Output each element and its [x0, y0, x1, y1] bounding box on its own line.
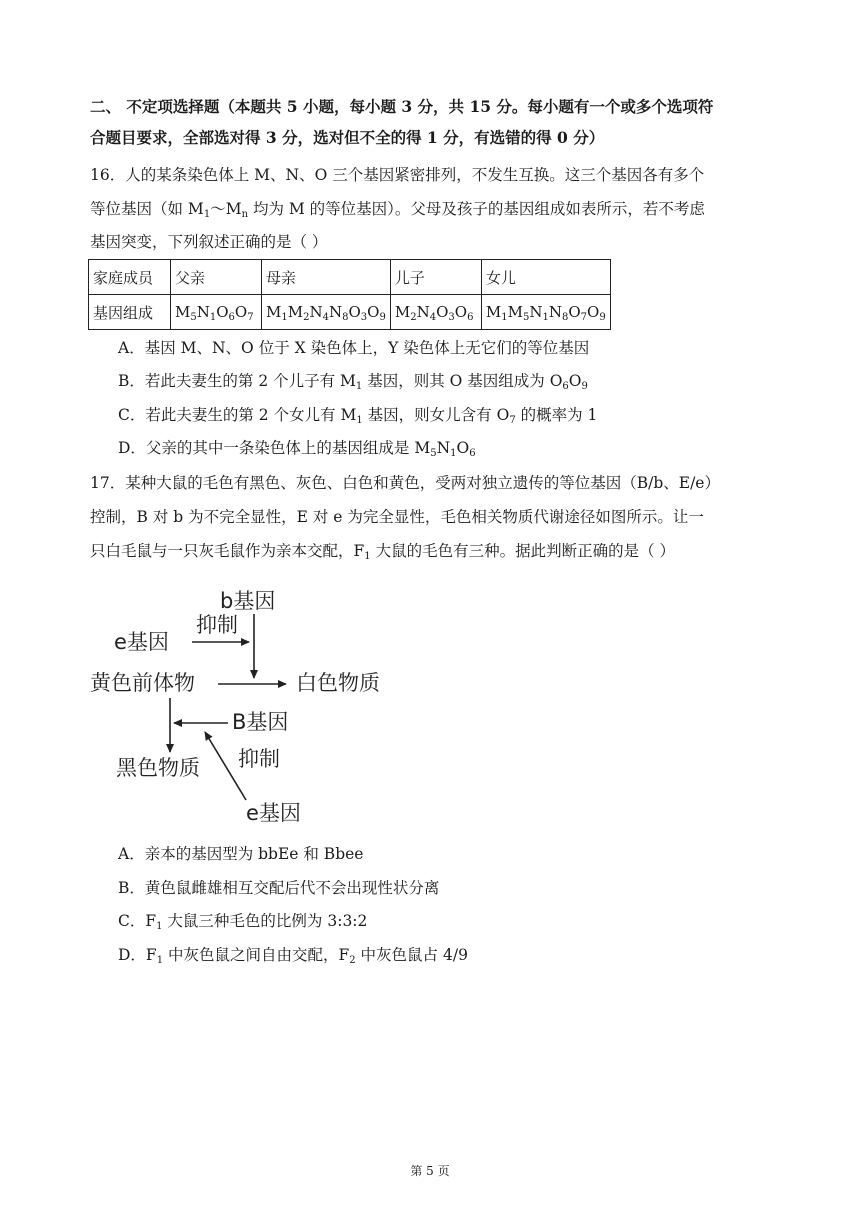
q16-stem-line1: 16．人的某条染色体上 M、N、O 三个基因紧密排列，不发生互换。这三个基因各有多个 [90, 166, 705, 184]
son-genotype: $M_2N_4O_3O_6$ [390, 295, 481, 330]
inhibit-label-top: 抑制 [196, 613, 238, 637]
table-header-cell: 家庭成员 [89, 260, 171, 295]
black-substance-label: 黑色物质 [116, 756, 200, 780]
table-header-cell: 儿子 [390, 260, 481, 295]
table-row-label: 基因组成 [89, 295, 171, 330]
genotype-table [88, 259, 611, 330]
page-number: 第 5 页 [410, 1164, 450, 1178]
q17-stem-line3: 只白毛鼠与一只灰毛鼠作为亲本交配，$F_1$ 大鼠的毛色有三种。据此判断正确的是（ ） [90, 542, 675, 562]
q17-option-a: A．亲本的基因型为 bbEe 和 Bbee [118, 845, 364, 863]
q16-stem-line3: 基因突变，下列叙述正确的是（ ） [90, 233, 328, 251]
table-header-cell: 母亲 [262, 260, 391, 295]
B-gene-label: B基因 [232, 710, 289, 734]
q16-option-b: B．若此夫妻生的第 2 个儿子有 $M_1$ 基因，则其 O 基因组成为 $O_6O_9$ [118, 372, 588, 392]
q17-stem-line2: 控制，B 对 b 为不完全显性，E 对 e 为完全显性，毛色相关物质代谢途径如图所示。让一 [90, 508, 704, 526]
section-heading-line2: 合题目要求，全部选对得 3 分，选对但不全的得 1 分，有选错的得 0 分） [90, 128, 605, 147]
mother-genotype: $M_1M_2N_4N_8O_3O_9$ [262, 295, 391, 330]
metabolic-pathway-diagram [80, 582, 410, 832]
table-header-cell: 女儿 [481, 260, 610, 295]
inhibit-label-bottom: 抑制 [238, 747, 280, 771]
q17-option-d: D．$F_1$ 中灰色鼠之间自由交配，$F_2$ 中灰色鼠占 4/9 [118, 946, 468, 966]
table-header-cell: 父亲 [171, 260, 262, 295]
e-gene-label-bottom: e基因 [246, 801, 301, 825]
b-gene-label: b基因 [220, 589, 276, 613]
q17-stem-line1: 17．某种大鼠的毛色有黑色、灰色、白色和黄色，受两对独立遗传的等位基因（B/b、E/e） [90, 474, 720, 492]
section-heading-line1: 二、 不定项选择题（本题共 5 小题，每小题 3 分，共 15 分。每小题有一个或多个选项符 [90, 97, 714, 116]
q16-option-c: C．若此夫妻生的第 2 个女儿有 $M_1$ 基因，则女儿含有 $O_7$ 的概率为 1 [118, 406, 598, 426]
q17-option-b: B．黄色鼠雌雄相互交配后代不会出现性状分离 [118, 879, 440, 897]
q16-option-d: D．父亲的其中一条染色体上的基因组成是 $M_5N_1O_6$ [118, 439, 476, 459]
q17-option-c: C．$F_1$ 大鼠三种毛色的比例为 3:3:2 [118, 912, 368, 932]
white-substance-label: 白色物质 [296, 671, 380, 695]
table-row [89, 295, 611, 330]
e-gene-label-top: e基因 [114, 630, 169, 654]
yellow-precursor-label: 黄色前体物 [90, 671, 195, 695]
q16-stem-line2: 等位基因（如 $M_1\sim M_n$ 均为 M 的等位基因）。父母及孩子的基因组成如表所示，若不考虑 [90, 200, 705, 220]
daughter-genotype: $M_1M_5N_1N_8O_7O_9$ [481, 295, 610, 330]
q16-option-a: A．基因 M、N、O 位于 X 染色体上，Y 染色体上无它们的等位基因 [118, 339, 590, 357]
table-row [89, 260, 611, 295]
father-genotype: $M_5N_1O_6O_7$ [171, 295, 262, 330]
